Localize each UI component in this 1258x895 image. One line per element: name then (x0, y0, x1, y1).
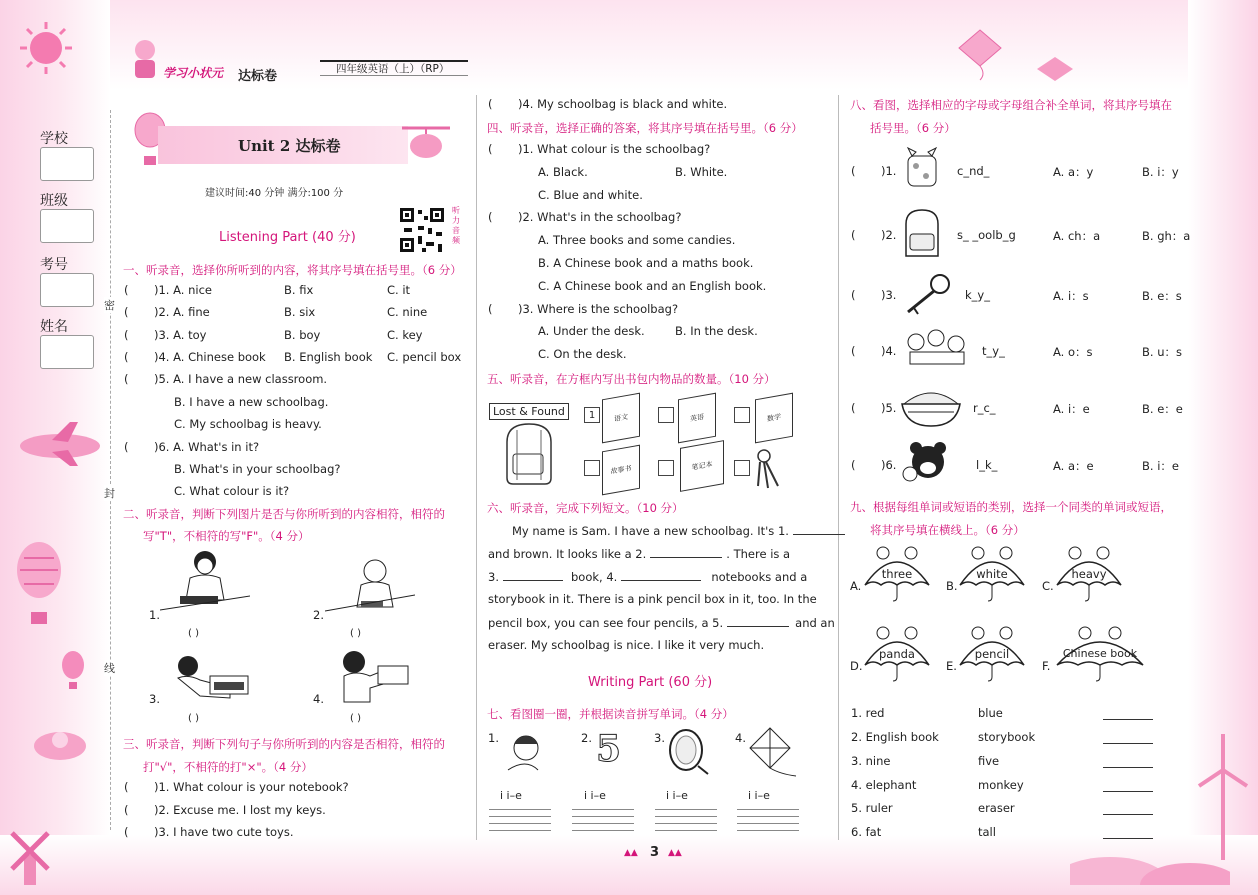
s1-heading: 一、听录音，选择你所听到的内容，将其序号填在括号里。（6 分） (123, 263, 462, 277)
s8-q3: ( )3. (851, 288, 897, 302)
s6-blank-1[interactable] (793, 523, 845, 535)
qr-code-icon[interactable] (398, 206, 446, 254)
name-field[interactable] (40, 335, 94, 369)
s8-q1-b: B. i：y (1142, 165, 1179, 179)
writing-part-title: Writing Part (60 分) (588, 675, 713, 690)
seal-char-feng: 封 (104, 487, 115, 500)
s7-num-3: 3. (654, 731, 665, 745)
s1-q5-b: B. I have a new schoolbag. (174, 395, 329, 409)
s8-word-6: l_k_ (976, 458, 998, 472)
girl-box-picture (324, 648, 414, 708)
notebook-icon: 笔记本 (680, 440, 724, 492)
s3-q2: ( )2. Excuse me. I lost my keys. (124, 803, 326, 817)
s4-q3-a: A. Under the desk. (538, 324, 645, 338)
s8-q5-b: B. e：e (1142, 402, 1183, 416)
s9-group-5-b: eraser (978, 801, 1015, 815)
option-a-word: three (881, 567, 913, 581)
s8-q2-b: B. gh：a (1142, 229, 1191, 243)
class-label: 班级 (40, 193, 68, 209)
bear-icon (900, 438, 956, 488)
s2-answer-2[interactable]: ( ) (350, 628, 361, 639)
storybook-icon: 故事书 (602, 445, 640, 496)
s1-q5: ( )5. A. I have a new classroom. (124, 372, 328, 386)
s6-line-4: storybook in it. There is a pink pencil box in it, too. In the (488, 592, 817, 606)
option-d-word: panda (879, 647, 915, 661)
s3-q3: ( )3. I have two cute toys. (124, 825, 294, 839)
s4-q1-b: B. White. (675, 165, 728, 179)
key-icon (900, 270, 956, 318)
s8-word-3: k_y_ (965, 288, 990, 302)
s2-answer-3[interactable]: ( ) (188, 713, 199, 724)
s2-num-1: 1. (149, 608, 160, 622)
s6-blank-4[interactable] (621, 569, 701, 581)
s1-q6-c: C. What colour is it? (174, 484, 290, 498)
s6-line-3: 3. book, 4. notebooks and a (488, 570, 808, 584)
s1-q2-c: C. nine (387, 305, 428, 319)
s7-choice-2[interactable]: i i–e (584, 789, 606, 802)
school-label: 学校 (40, 131, 68, 147)
s4-q2-c: C. A Chinese book and an English book. (538, 279, 767, 293)
s6-line-2: and brown. It looks like a 2. . There is a (488, 547, 791, 561)
s9-group-6-b: tall (978, 825, 996, 839)
option-b-letter: B. (946, 579, 958, 593)
s7-choice-3[interactable]: i i–e (666, 789, 688, 802)
option-c-word: heavy (1071, 567, 1107, 581)
class-field[interactable] (40, 209, 94, 243)
s2-answer-4[interactable]: ( ) (350, 713, 361, 724)
s4-q2: ( )2. What's in the schoolbag? (488, 210, 682, 224)
option-a-umbrella (863, 545, 931, 593)
option-e-letter: E. (946, 659, 957, 673)
s1-q1-c: C. it (387, 283, 411, 297)
s8-q2: ( )2. (851, 228, 897, 242)
s4-q1: ( )1. What colour is the schoolbag? (488, 142, 711, 156)
count-box-3[interactable] (734, 407, 750, 423)
s9-heading: 九、根据每组单词或短语的类别，选择一个同类的单词或短语， (850, 500, 1172, 514)
english-book-icon: 英语 (678, 393, 716, 444)
s9-answer-5[interactable] (1103, 803, 1153, 815)
option-b-word: white (976, 567, 1008, 581)
count-box-6[interactable] (734, 460, 750, 476)
qr-note: 听力音频 (452, 206, 460, 245)
s8-q5: ( )5. (851, 401, 897, 415)
option-c-umbrella (1055, 545, 1123, 593)
count-box-4[interactable] (584, 460, 600, 476)
helicopter-icon (396, 120, 454, 164)
name-label: 姓名 (40, 319, 68, 335)
s6-blank-3[interactable] (503, 569, 563, 581)
s2-heading: 二、听录音，判断下列图片是否与你所听到的内容相符，相符的 (123, 507, 445, 521)
s8-word-5: r_c_ (973, 401, 996, 415)
s4-q1-a: A. Black. (538, 165, 588, 179)
s1-q6: ( )6. A. What's in it? (124, 440, 260, 454)
listening-part-title: Listening Part (40 分) (219, 230, 356, 245)
count-box-2[interactable] (658, 407, 674, 423)
s1-q4-b: B. English book (284, 350, 373, 364)
s9-answer-4[interactable] (1103, 780, 1153, 792)
s8-heading-2: 括号里。（6 分） (870, 121, 956, 135)
s8-q6-b: B. i：e (1142, 459, 1179, 473)
s6-line-1: My name is Sam. I have a new schoolbag. It's 1. (512, 523, 845, 538)
page-number: 3 (650, 845, 660, 860)
s8-word-1: c_nd_ (957, 164, 990, 178)
s3-q4: ( )4. My schoolbag is black and white. (488, 97, 728, 111)
s1-q3-c: C. key (387, 328, 423, 342)
mascot-icon (125, 36, 165, 80)
s9-group-2-a: 2. English book (851, 730, 939, 744)
brand-name: 学习小状元 (163, 66, 224, 80)
seal-char-xian: 线 (104, 662, 115, 675)
backpack-icon (898, 206, 944, 262)
s2-num-4: 4. (313, 692, 324, 706)
toys-icon (902, 326, 972, 370)
option-d-letter: D. (850, 659, 863, 673)
airplane-icon (12, 420, 108, 468)
s9-group-4-b: monkey (978, 778, 1024, 792)
s8-q6: ( )6. (851, 458, 897, 472)
s7-num-2: 2. (581, 731, 592, 745)
s2-heading-2: 写"T"，不相符的写"F"。（4 分） (143, 529, 310, 543)
exam-number-field[interactable] (40, 273, 94, 307)
s9-group-4-a: 4. elephant (851, 778, 917, 792)
option-b-umbrella (958, 545, 1026, 593)
s9-group-2-b: storybook (978, 730, 1036, 744)
s9-heading-2: 将其序号填在横线上。（6 分） (870, 523, 1025, 537)
s1-q2-b: B. six (284, 305, 316, 319)
s6-line-6: eraser. My schoolbag is nice. I like it very much. (488, 638, 765, 652)
column-divider-1 (476, 95, 477, 840)
school-field[interactable] (40, 147, 94, 181)
s9-answer-6[interactable] (1103, 827, 1153, 839)
number-five-icon: 5 (596, 728, 622, 770)
s8-q5-a: A. i：e (1053, 402, 1090, 416)
seal-char-mi: 密 (104, 299, 115, 312)
small-balloon-icon (60, 650, 86, 692)
s8-word-4: t_y_ (982, 344, 1005, 358)
kite-drawing-icon (748, 726, 798, 778)
column-divider-2 (838, 95, 839, 840)
plane-icon (20, 716, 100, 772)
s7-write-lines-1[interactable] (489, 803, 551, 831)
brand-tag: 达标卷 (238, 69, 278, 84)
option-f-letter: F. (1042, 659, 1051, 673)
exam-meta: 建议时间:40 分钟 满分:100 分 (205, 188, 344, 199)
s1-q3-b: B. boy (284, 328, 321, 342)
s9-answer-1[interactable] (1103, 708, 1153, 720)
s8-heading: 八、看图，选择相应的字母或字母组合补全单词，将其序号填在 (850, 98, 1172, 112)
s4-q3-c: C. On the desk. (538, 347, 627, 361)
hot-air-balloon-icon (14, 540, 64, 640)
page-number-decor-left: ▲▲ (624, 848, 638, 858)
s8-q1: ( )1. (851, 164, 897, 178)
count-box-1[interactable]: 1 (584, 407, 600, 423)
rice-bowl-icon (900, 384, 962, 430)
s8-q4-a: A. o：s (1053, 345, 1093, 359)
s2-answer-1[interactable]: ( ) (188, 628, 199, 639)
s6-line-5: pencil box, you can see four pencils, a 5. and an (488, 616, 835, 630)
s8-q6-a: A. a：e (1053, 459, 1094, 473)
s1-q3: ( )3. A. toy (124, 328, 207, 342)
page-number-decor-right: ▲▲ (668, 848, 682, 858)
s8-q3-b: B. e：s (1142, 289, 1182, 303)
chinese-book-icon: 语文 (602, 393, 640, 444)
s8-q4-b: B. u：s (1142, 345, 1182, 359)
s2-num-3: 3. (149, 692, 160, 706)
s4-q2-a: A. Three books and some candies. (538, 233, 736, 247)
s7-heading: 七、看图圈一圈，并根据读音拼写单词。（4 分） (487, 707, 734, 721)
s7-choice-4[interactable]: i i–e (748, 789, 770, 802)
girl-smile-icon (498, 730, 544, 772)
s9-group-6-a: 6. fat (851, 825, 882, 839)
s4-heading: 四、听录音，选择正确的答案，将其序号填在括号里。（6 分） (487, 121, 803, 135)
s4-q3-b: B. In the desk. (675, 324, 758, 338)
exam-number-label: 考号 (40, 257, 68, 273)
s8-q4: ( )4. (851, 344, 897, 358)
s9-group-3-b: five (978, 754, 1000, 768)
s9-group-1-b: blue (978, 706, 1003, 720)
windmill-icon (8, 825, 52, 887)
option-f-word: Chinese book (1062, 647, 1138, 660)
s1-q6-b: B. What's in your schoolbag? (174, 462, 341, 476)
s1-q4: ( )4. A. Chinese book (124, 350, 266, 364)
candy-icon (898, 146, 946, 194)
s3-heading-2: 打"√"，不相符的打"×"。（4 分） (143, 760, 313, 774)
s1-q5-c: C. My schoolbag is heavy. (174, 417, 322, 431)
course-label: 四年级英语（上）（RP） (336, 63, 450, 75)
seal-line (110, 110, 111, 830)
s1-q1: ( )1. A. nice (124, 283, 212, 297)
s7-num-1: 1. (488, 731, 499, 745)
maths-book-icon: 数学 (755, 393, 793, 444)
s8-q2-a: A. ch：a (1053, 229, 1101, 243)
option-e-umbrella (958, 625, 1026, 673)
s1-q4-c: C. pencil box (387, 350, 462, 364)
option-d-umbrella (863, 625, 931, 673)
s7-write-lines-3[interactable] (655, 803, 717, 831)
s9-group-1-a: 1. red (851, 706, 885, 720)
s7-choice-1[interactable]: i i–e (500, 789, 522, 802)
s6-blank-2[interactable] (650, 546, 722, 558)
s2-num-2: 2. (313, 608, 324, 622)
girl-desk-picture (325, 555, 415, 621)
s4-q1-c: C. Blue and white. (538, 188, 643, 202)
lost-found-sign: Lost & Found (489, 403, 569, 420)
s9-group-5-a: 5. ruler (851, 801, 893, 815)
mirror-icon (664, 728, 714, 776)
option-c-letter: C. (1042, 579, 1054, 593)
s4-q2-b: B. A Chinese book and a maths book. (538, 256, 754, 270)
s9-answer-3[interactable] (1103, 756, 1153, 768)
s3-heading: 三、听录音，判断下列句子与你所听到的内容是否相符，相符的 (123, 737, 445, 751)
s5-heading: 五、听录音，在方框内写出书包内物品的数量。（10 分） (487, 372, 776, 386)
s7-num-4: 4. (735, 731, 746, 745)
s3-q1: ( )1. What colour is your notebook? (124, 780, 349, 794)
s7-write-lines-2[interactable] (572, 803, 634, 831)
s4-q3: ( )3. Where is the schoolbag? (488, 302, 679, 316)
count-box-5[interactable] (658, 460, 674, 476)
option-f-umbrella (1055, 625, 1145, 673)
keys-icon (752, 446, 788, 490)
option-a-letter: A. (850, 579, 862, 593)
s9-answer-2[interactable] (1103, 732, 1153, 744)
s8-q1-a: A. a：y (1053, 165, 1094, 179)
boy-drawer-picture (160, 654, 250, 710)
girl-books-picture (160, 548, 250, 620)
s7-write-lines-4[interactable] (737, 803, 799, 831)
s8-q3-a: A. i：s (1053, 289, 1089, 303)
s6-blank-5[interactable] (727, 615, 789, 627)
unit-title: Unit 2 达标卷 (238, 137, 341, 155)
kite-icon (955, 28, 1005, 82)
option-e-word: pencil (974, 647, 1010, 661)
s1-q2: ( )2. A. fine (124, 305, 210, 319)
small-kite-icon (1035, 55, 1075, 85)
sun-icon (18, 20, 74, 76)
schoolbag-icon (497, 420, 559, 486)
s9-group-3-a: 3. nine (851, 754, 891, 768)
s6-heading: 六、听录音，完成下列短文。（10 分） (487, 501, 684, 515)
s1-q1-b: B. fix (284, 283, 314, 297)
s8-word-2: s_ _oolb_g (957, 228, 1016, 242)
